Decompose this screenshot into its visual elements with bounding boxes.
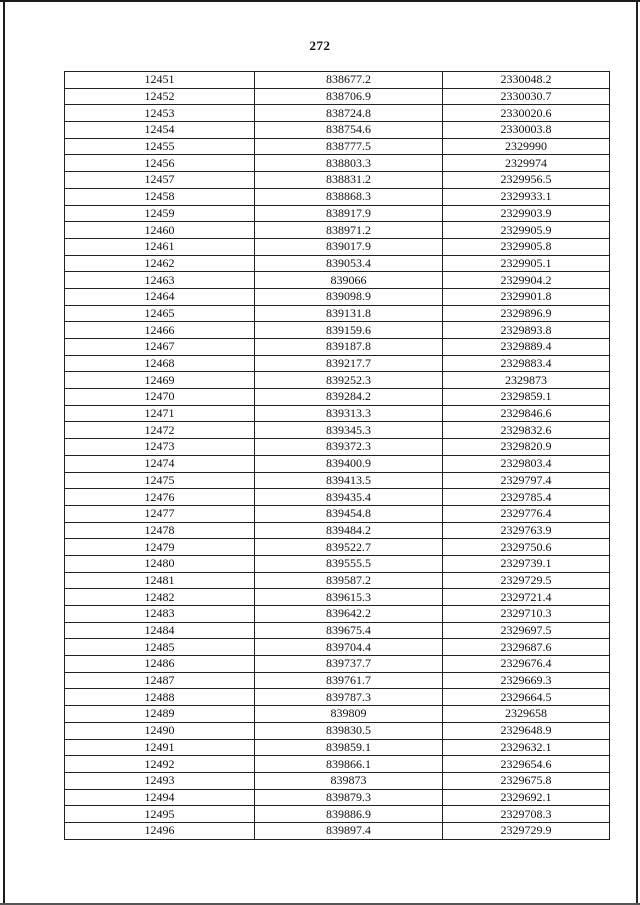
table-row [65,689,610,706]
point-number-cell: 12492 [65,756,255,773]
table-row [65,155,610,172]
table-row [65,806,610,823]
table-row [65,255,610,272]
point-number-cell: 12483 [65,606,255,623]
y-coordinate-cell: 2329708.3 [443,806,610,823]
table-row [65,88,610,105]
x-coordinate-cell: 838971.2 [255,222,443,239]
point-number-cell: 12461 [65,238,255,255]
x-coordinate-cell: 839017.9 [255,238,443,255]
x-coordinate-cell: 839879.3 [255,789,443,806]
y-coordinate-cell: 2329846.6 [443,405,610,422]
table-row [65,238,610,255]
point-number-cell: 12456 [65,155,255,172]
table-row [65,606,610,623]
point-number-cell: 12469 [65,372,255,389]
table-row [65,205,610,222]
point-number-cell: 12489 [65,706,255,723]
x-coordinate-cell: 839761.7 [255,672,443,689]
table-row [65,372,610,389]
y-coordinate-cell: 2329889.4 [443,339,610,356]
y-coordinate-cell: 2329721.4 [443,589,610,606]
point-number-cell: 12458 [65,188,255,205]
table-row [65,288,610,305]
point-number-cell: 12465 [65,305,255,322]
point-number-cell: 12454 [65,122,255,139]
point-number-cell: 12459 [65,205,255,222]
table-row [65,672,610,689]
point-number-cell: 12479 [65,539,255,556]
x-coordinate-cell: 838868.3 [255,188,443,205]
scan-left-edge [3,0,5,905]
table-row [65,439,610,456]
y-coordinate-cell: 2329664.5 [443,689,610,706]
x-coordinate-cell: 839454.8 [255,505,443,522]
table-row [65,105,610,122]
x-coordinate-cell: 839484.2 [255,522,443,539]
table-row [65,172,610,189]
table-row [65,639,610,656]
x-coordinate-cell: 839053.4 [255,255,443,272]
x-coordinate-cell: 839345.3 [255,422,443,439]
x-coordinate-cell: 839252.3 [255,372,443,389]
table-row [65,505,610,522]
y-coordinate-cell: 2329903.9 [443,205,610,222]
y-coordinate-cell: 2329904.2 [443,272,610,289]
coordinates-table [64,71,610,840]
point-number-cell: 12486 [65,656,255,673]
table-row [65,489,610,506]
point-number-cell: 12470 [65,389,255,406]
table-row [65,322,610,339]
point-number-cell: 12482 [65,589,255,606]
table-row [65,589,610,606]
point-number-cell: 12455 [65,138,255,155]
y-coordinate-cell: 2329750.6 [443,539,610,556]
point-number-cell: 12477 [65,505,255,522]
x-coordinate-cell: 838777.5 [255,138,443,155]
y-coordinate-cell: 2329905.1 [443,255,610,272]
x-coordinate-cell: 839284.2 [255,389,443,406]
x-coordinate-cell: 839897.4 [255,822,443,839]
point-number-cell: 12460 [65,222,255,239]
x-coordinate-cell: 839098.9 [255,288,443,305]
table-row [65,355,610,372]
table-row [65,822,610,839]
y-coordinate-cell: 2329654.6 [443,756,610,773]
point-number-cell: 12476 [65,489,255,506]
point-number-cell: 12484 [65,622,255,639]
table-row [65,305,610,322]
point-number-cell: 12464 [65,288,255,305]
y-coordinate-cell: 2329632.1 [443,739,610,756]
x-coordinate-cell: 839830.5 [255,722,443,739]
y-coordinate-cell: 2329933.1 [443,188,610,205]
point-number-cell: 12462 [65,255,255,272]
y-coordinate-cell: 2329905.8 [443,238,610,255]
x-coordinate-cell: 839187.8 [255,339,443,356]
scan-top-edge [0,0,640,2]
x-coordinate-cell: 839131.8 [255,305,443,322]
y-coordinate-cell: 2330030.7 [443,88,610,105]
table-row [65,405,610,422]
y-coordinate-cell: 2329797.4 [443,472,610,489]
y-coordinate-cell: 2330048.2 [443,72,610,89]
y-coordinate-cell: 2329820.9 [443,439,610,456]
x-coordinate-cell: 839704.4 [255,639,443,656]
point-number-cell: 12474 [65,455,255,472]
y-coordinate-cell: 2329859.1 [443,389,610,406]
x-coordinate-cell: 838724.8 [255,105,443,122]
table-row [65,656,610,673]
y-coordinate-cell: 2329675.8 [443,772,610,789]
table-row [65,572,610,589]
y-coordinate-cell: 2329956.5 [443,172,610,189]
x-coordinate-cell: 839675.4 [255,622,443,639]
x-coordinate-cell: 839587.2 [255,572,443,589]
y-coordinate-cell: 2329729.5 [443,572,610,589]
y-coordinate-cell: 2329901.8 [443,288,610,305]
point-number-cell: 12475 [65,472,255,489]
y-coordinate-cell: 2329676.4 [443,656,610,673]
table-row [65,772,610,789]
table-row [65,555,610,572]
x-coordinate-cell: 839217.7 [255,355,443,372]
y-coordinate-cell: 2329905.9 [443,222,610,239]
y-coordinate-cell: 2329990 [443,138,610,155]
table-row [65,122,610,139]
x-coordinate-cell: 839873 [255,772,443,789]
table-row [65,739,610,756]
x-coordinate-cell: 839886.9 [255,806,443,823]
y-coordinate-cell: 2329883.4 [443,355,610,372]
table-row [65,422,610,439]
x-coordinate-cell: 839372.3 [255,439,443,456]
table-row [65,188,610,205]
x-coordinate-cell: 838754.6 [255,122,443,139]
y-coordinate-cell: 2329803.4 [443,455,610,472]
scan-right-edge [636,0,638,905]
y-coordinate-cell: 2329873 [443,372,610,389]
table-row [65,756,610,773]
x-coordinate-cell: 839522.7 [255,539,443,556]
y-coordinate-cell: 2329832.6 [443,422,610,439]
x-coordinate-cell: 838803.3 [255,155,443,172]
point-number-cell: 12494 [65,789,255,806]
point-number-cell: 12485 [65,639,255,656]
point-number-cell: 12453 [65,105,255,122]
y-coordinate-cell: 2329974 [443,155,610,172]
table-row [65,339,610,356]
point-number-cell: 12481 [65,572,255,589]
x-coordinate-cell: 838917.9 [255,205,443,222]
point-number-cell: 12493 [65,772,255,789]
y-coordinate-cell: 2329893.8 [443,322,610,339]
page-number: 272 [309,38,331,53]
point-number-cell: 12491 [65,739,255,756]
point-number-cell: 12478 [65,522,255,539]
point-number-cell: 12488 [65,689,255,706]
table-row [65,539,610,556]
x-coordinate-cell: 839859.1 [255,739,443,756]
table-row [65,389,610,406]
y-coordinate-cell: 2329669.3 [443,672,610,689]
table-row [65,722,610,739]
table-row [65,706,610,723]
point-number-cell: 12490 [65,722,255,739]
point-number-cell: 12472 [65,422,255,439]
point-number-cell: 12457 [65,172,255,189]
y-coordinate-cell: 2330020.6 [443,105,610,122]
point-number-cell: 12463 [65,272,255,289]
point-number-cell: 12467 [65,339,255,356]
table-row [65,222,610,239]
y-coordinate-cell: 2330003.8 [443,122,610,139]
y-coordinate-cell: 2329687.6 [443,639,610,656]
y-coordinate-cell: 2329776.4 [443,505,610,522]
y-coordinate-cell: 2329648.9 [443,722,610,739]
y-coordinate-cell: 2329710.3 [443,606,610,623]
x-coordinate-cell: 839555.5 [255,555,443,572]
y-coordinate-cell: 2329896.9 [443,305,610,322]
point-number-cell: 12452 [65,88,255,105]
coordinates-table-body [65,72,610,840]
y-coordinate-cell: 2329729.9 [443,822,610,839]
table-row [65,522,610,539]
table-row [65,72,610,89]
table-row [65,472,610,489]
x-coordinate-cell: 839866.1 [255,756,443,773]
x-coordinate-cell: 839413.5 [255,472,443,489]
y-coordinate-cell: 2329763.9 [443,522,610,539]
point-number-cell: 12495 [65,806,255,823]
x-coordinate-cell: 839066 [255,272,443,289]
y-coordinate-cell: 2329785.4 [443,489,610,506]
point-number-cell: 12480 [65,555,255,572]
x-coordinate-cell: 838831.2 [255,172,443,189]
point-number-cell: 12471 [65,405,255,422]
table-row [65,789,610,806]
table-row [65,455,610,472]
point-number-cell: 12468 [65,355,255,372]
table-row [65,622,610,639]
x-coordinate-cell: 839400.9 [255,455,443,472]
y-coordinate-cell: 2329697.5 [443,622,610,639]
x-coordinate-cell: 839809 [255,706,443,723]
y-coordinate-cell: 2329692.1 [443,789,610,806]
x-coordinate-cell: 839435.4 [255,489,443,506]
x-coordinate-cell: 839737.7 [255,656,443,673]
x-coordinate-cell: 839787.3 [255,689,443,706]
y-coordinate-cell: 2329739.1 [443,555,610,572]
point-number-cell: 12451 [65,72,255,89]
x-coordinate-cell: 839159.6 [255,322,443,339]
x-coordinate-cell: 839313.3 [255,405,443,422]
x-coordinate-cell: 838677.2 [255,72,443,89]
table-row [65,138,610,155]
point-number-cell: 12496 [65,822,255,839]
x-coordinate-cell: 839615.3 [255,589,443,606]
x-coordinate-cell: 839642.2 [255,606,443,623]
point-number-cell: 12473 [65,439,255,456]
point-number-cell: 12487 [65,672,255,689]
y-coordinate-cell: 2329658 [443,706,610,723]
table-row [65,272,610,289]
x-coordinate-cell: 838706.9 [255,88,443,105]
point-number-cell: 12466 [65,322,255,339]
